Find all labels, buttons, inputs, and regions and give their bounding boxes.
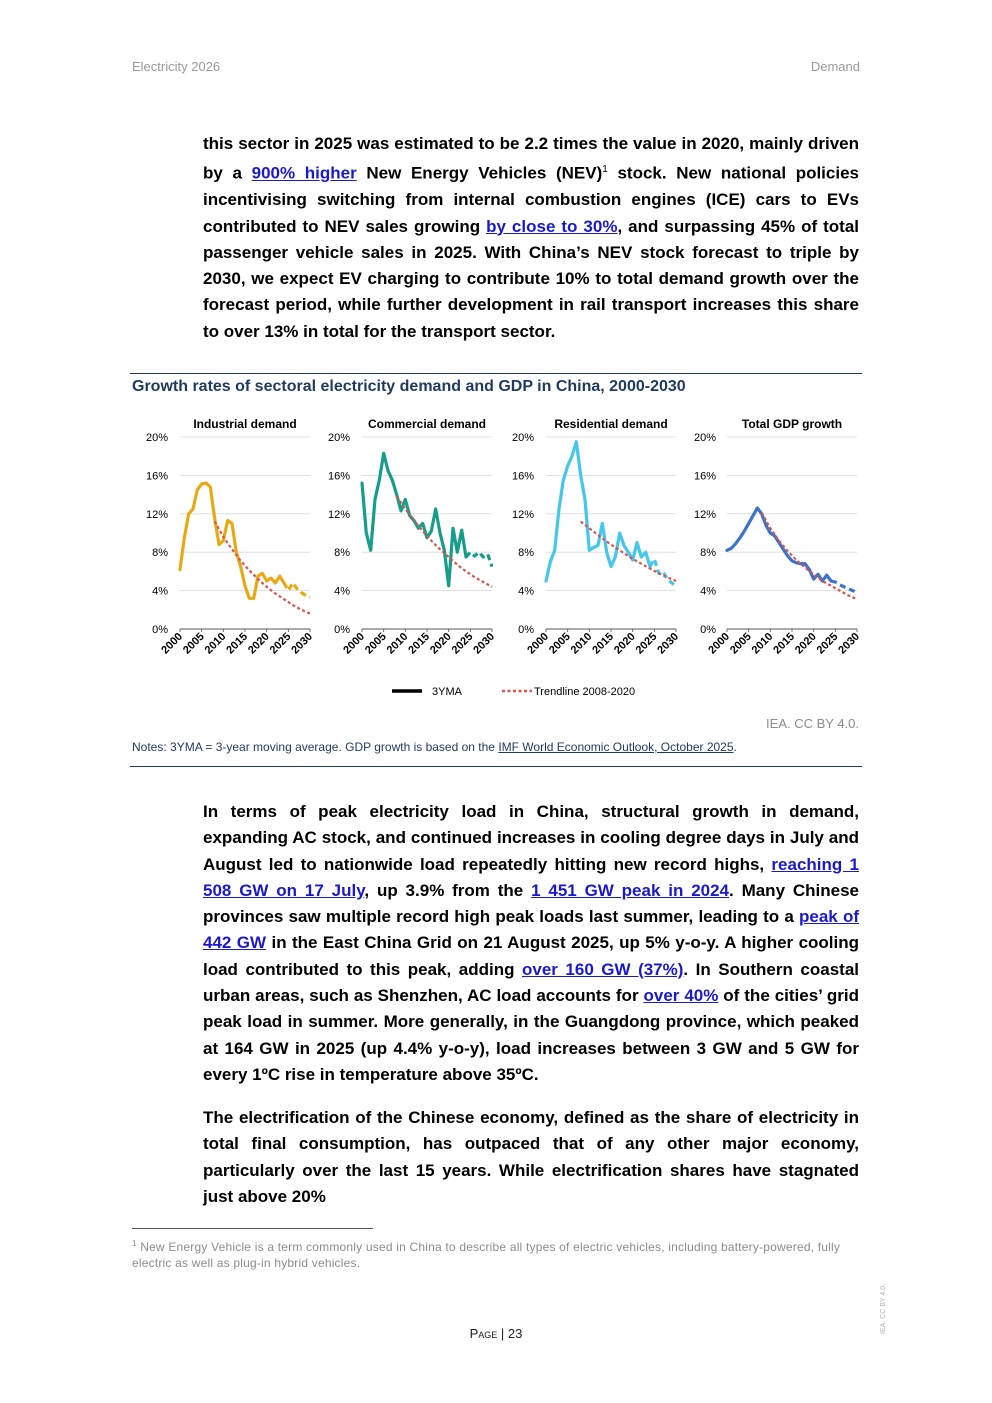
header-report-title: Electricity 2026: [132, 59, 221, 74]
chart-panel-3: [694, 417, 862, 656]
x-tick-label: 2010: [749, 630, 776, 657]
series-3yma-forecast: [466, 552, 492, 566]
y-tick-label: 12%: [511, 508, 534, 521]
notes-text: Notes: 3YMA = 3-year moving average. GDP growth is based on the: [132, 740, 499, 754]
y-tick-label: 20%: [511, 432, 534, 444]
footnote-rule: [132, 1228, 373, 1229]
y-tick-label: 12%: [693, 508, 716, 521]
para2-text-2: , up 3.9% from the: [364, 880, 532, 900]
y-tick-label: 8%: [334, 547, 350, 560]
figure-notes: [132, 740, 737, 754]
x-tick-label: 2010: [568, 630, 595, 657]
paragraph-peak-load: [203, 799, 859, 1088]
x-tick-label: 2005: [180, 630, 207, 657]
chart-legend: [392, 686, 635, 698]
link-160-gw[interactable]: over 160 GW (37%): [521, 959, 684, 979]
link-900-higher[interactable]: 900% higher: [251, 163, 357, 183]
link-442-gw[interactable]: peak of 442 GW: [203, 907, 859, 953]
para1-text-4: , and surpassing 45% of total passenger vehicle sales in 2025. With China’s NEV stock forecast to triple by 2030, we expect EV charging to contribute 10% to total demand growth over the forecast period, while further development in rail transport increases this share to over 13% in total for the transport sector.: [203, 216, 859, 341]
y-tick-label: 4%: [518, 585, 534, 598]
paragraph-nev: [203, 131, 859, 345]
x-tick-label: 2025: [267, 630, 294, 657]
page-number: [0, 1326, 992, 1341]
x-tick-label: 2000: [525, 630, 552, 657]
figure-credit: IEA. CC BY 4.0.: [766, 716, 859, 731]
y-tick-label: 16%: [511, 470, 534, 483]
x-tick-label: 2015: [406, 630, 433, 657]
footnote-ref[interactable]: 1: [602, 164, 608, 176]
x-tick-label: 2005: [362, 630, 389, 657]
para2-text-1: In terms of peak electricity load in China, structural growth in demand, expanding AC stock, and continued increases in cooling degree days in July and August led to nationwide load repeatedly hitting new record highs,: [203, 802, 859, 874]
x-tick-label: 2010: [384, 630, 411, 657]
x-tick-label: 2015: [590, 630, 617, 657]
chart-title: Commercial demand: [367, 417, 487, 431]
footnote-text: New Energy Vehicle is a term commonly used in China to describe all types of electric vehicles, including battery-powered, fully electric as well as plug-in hybrid vehicles.: [132, 1240, 841, 1270]
y-tick-label: 8%: [518, 547, 534, 560]
x-tick-label: 2005: [546, 630, 573, 657]
chart-panel-0: [146, 417, 315, 656]
y-tick-label: 8%: [700, 547, 716, 560]
link-1451-gw[interactable]: 1 451 GW peak in 2024: [531, 880, 730, 900]
page-value: 23: [507, 1326, 523, 1341]
x-tick-label: 2005: [727, 630, 754, 657]
footnote: [132, 1236, 860, 1271]
para1-text-1: this sector in 2025 was estimated to be 2.2 times the value in 2020, mainly driven by a: [203, 134, 859, 183]
x-tick-label: 2010: [202, 630, 229, 657]
x-tick-label: 2020: [245, 630, 272, 657]
para2-text-4: in the East China Grid on 21 August 2025, up 5% y-o-y. A higher cooling load contributed to this peak, adding: [203, 933, 860, 979]
series-trendline: [397, 497, 492, 587]
y-tick-label: 8%: [152, 547, 168, 560]
y-tick-label: 20%: [327, 432, 350, 444]
link-1508-gw[interactable]: reaching 1 508 GW on 17 July: [203, 854, 859, 900]
x-tick-label: 2025: [449, 630, 476, 657]
x-tick-label: 2015: [771, 630, 798, 657]
y-tick-label: 16%: [693, 470, 716, 483]
link-close-to-30[interactable]: by close to 30%: [486, 216, 618, 236]
link-over-40[interactable]: over 40%: [643, 986, 719, 1006]
series-3yma: [180, 483, 284, 598]
para2-text-5: . In Southern coastal urban areas, such as Shenzhen, AC load accounts for: [203, 959, 859, 1006]
x-tick-label: 2015: [224, 630, 251, 657]
y-tick-label: 4%: [152, 585, 168, 598]
header-section-title: Demand: [810, 59, 860, 74]
x-tick-label: 2030: [836, 630, 862, 657]
x-tick-label: 2000: [341, 630, 368, 657]
paragraph-electrification: The electrification of the Chinese economy, defined as the share of electricity in total final consumption, has outpaced that of any other major economy, particularly over the last 15 years. While electrification shares have stagnated just above 20%: [203, 1108, 859, 1206]
x-tick-label: 2025: [814, 630, 841, 657]
chart-panel-2: [512, 417, 681, 656]
y-tick-label: 0%: [334, 624, 350, 636]
y-tick-label: 0%: [700, 624, 716, 636]
figure-bottom-rule: [130, 766, 862, 767]
series-3yma: [727, 508, 831, 581]
para1-text-3: stock. New national policies incentivising switching from internal combustion engines (ICE) cars to EVs contributed to NEV sales growing: [203, 163, 859, 236]
y-tick-label: 0%: [518, 624, 534, 636]
y-tick-label: 16%: [327, 470, 350, 483]
series-trendline: [215, 522, 310, 614]
legend-trend-label: Trendline 2008-2020: [534, 686, 636, 698]
chart-title: Industrial demand: [193, 417, 297, 431]
para1-text-2: New Energy Vehicles (NEV): [356, 163, 603, 183]
y-tick-label: 16%: [145, 470, 168, 483]
figure-top-rule: [130, 373, 862, 374]
chart-title: Residential demand: [554, 417, 668, 431]
x-tick-label: 2030: [471, 630, 498, 657]
x-tick-label: 2000: [159, 630, 186, 657]
x-tick-label: 2030: [289, 630, 316, 657]
side-credit: IEA. CC BY 4.0.: [880, 1283, 887, 1334]
y-tick-label: 4%: [334, 585, 350, 598]
series-3yma-forecast: [650, 559, 676, 586]
notes-end: .: [733, 740, 737, 754]
x-tick-label: 2025: [633, 630, 660, 657]
series-3yma-forecast: [284, 583, 310, 597]
footnote-number: 1: [132, 1239, 137, 1248]
x-tick-label: 2020: [427, 630, 454, 657]
legend-3yma-label: 3YMA: [432, 686, 462, 698]
y-tick-label: 12%: [327, 508, 350, 521]
figure-title: Growth rates of sectoral electricity demand and GDP in China, 2000-2030: [132, 378, 686, 395]
y-tick-label: 4%: [700, 585, 716, 598]
y-tick-label: 20%: [693, 432, 716, 444]
chart-panel-1: [328, 417, 497, 656]
y-tick-label: 20%: [145, 432, 168, 444]
page-separator: |: [497, 1326, 508, 1341]
y-tick-label: 0%: [152, 624, 168, 636]
link-imf-weo[interactable]: IMF World Economic Outlook, October 2025: [498, 740, 734, 754]
sectoral-growth-charts: [130, 408, 862, 708]
y-tick-label: 12%: [145, 508, 168, 521]
x-tick-label: 2000: [706, 630, 733, 657]
x-tick-label: 2020: [611, 630, 638, 657]
para2-text-3: . Many Chinese provinces saw multiple record high peak loads last summer, leading to a: [203, 880, 859, 927]
chart-title: Total GDP growth: [741, 417, 843, 431]
x-tick-label: 2030: [655, 630, 682, 657]
page-label: Page: [469, 1326, 498, 1341]
x-tick-label: 2020: [792, 630, 819, 657]
para2-text-6: of the cities’ grid peak load in summer. More generally, in the Guangdong province, which peaked at 164 GW in 2025 (up 4.4% y-o-y), load increases between 3 GW and 5 GW for every 1ºC rise in temperature above 35ºC.: [203, 986, 859, 1084]
